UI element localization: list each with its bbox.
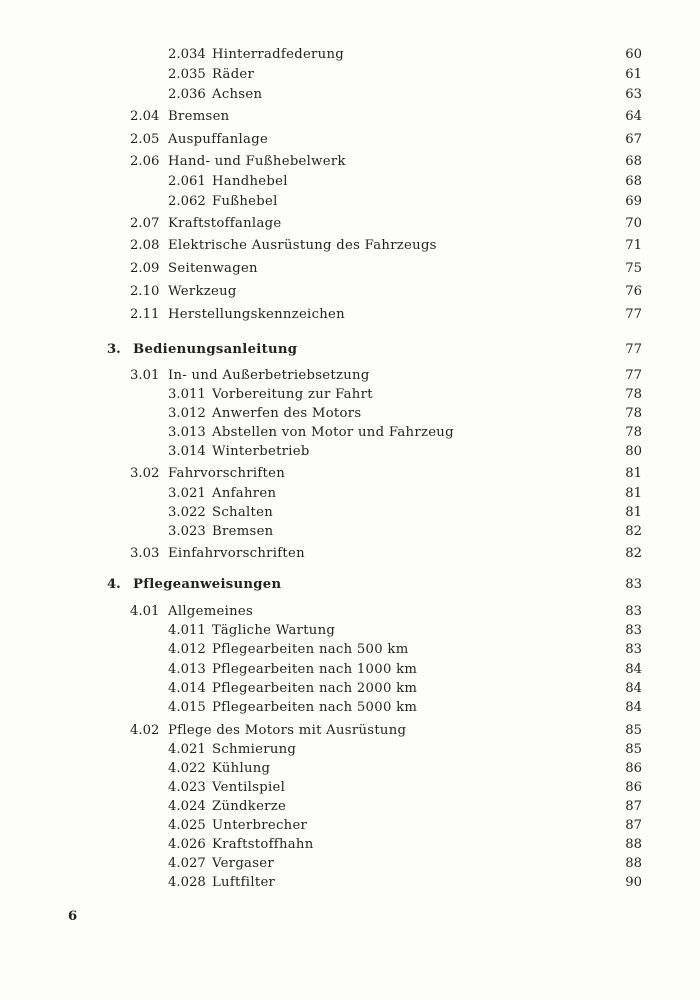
toc-entry (0, 173, 700, 191)
toc-entry-number: 4.023 (168, 780, 206, 795)
toc-entry-page: 68 (625, 154, 642, 169)
page-number: 6 (68, 909, 78, 924)
toc-entry (0, 108, 700, 126)
toc-entry (0, 237, 700, 255)
toc-entry (0, 443, 700, 461)
toc-entry-page: 81 (625, 505, 642, 520)
toc-entry-page: 85 (625, 723, 642, 738)
toc-entry-page: 68 (625, 174, 642, 189)
toc-entry-page: 86 (625, 761, 642, 776)
toc-entry-number: 2.11 (130, 307, 160, 322)
toc-entry-number: 2.06 (130, 154, 160, 169)
toc-entry (0, 465, 700, 483)
toc-entry (0, 680, 700, 698)
toc-entry-page: 86 (625, 780, 642, 795)
toc-entry (0, 341, 700, 359)
toc-entry-title: Vergaser (212, 856, 275, 871)
toc-entry-title: Achsen (212, 87, 263, 102)
toc-entry-number: 4.027 (168, 856, 206, 871)
toc-entry (0, 874, 700, 892)
toc-entry-page: 83 (625, 623, 642, 638)
toc-entry (0, 306, 700, 324)
toc-entry-number: 3.014 (168, 444, 206, 459)
toc-entry-title: Fußhebel (212, 194, 278, 209)
toc-entry-title: Pflegeanweisungen (133, 577, 282, 592)
toc-entry-title: Anwerfen des Motors (212, 406, 362, 421)
toc-entry-number: 3. (107, 342, 121, 357)
toc-entry-title: Winterbetrieb (212, 444, 310, 459)
toc-entry-page: 88 (625, 837, 642, 852)
toc-entry-title: Hand- und Fußhebelwerk (168, 154, 346, 169)
toc-entry-title: In- und Außerbetriebsetzung (168, 368, 370, 383)
toc-entry (0, 260, 700, 278)
toc-entry-number: 3.021 (168, 486, 206, 501)
toc-entry-page: 81 (625, 466, 642, 481)
toc-entry (0, 576, 700, 594)
toc-entry-title: Pflegearbeiten nach 2000 km (212, 681, 418, 696)
toc-entry-page: 83 (625, 604, 642, 619)
toc-entry-page: 69 (625, 194, 642, 209)
toc-entry-page: 70 (625, 216, 642, 231)
toc-entry-page: 84 (625, 662, 642, 677)
toc-entry-number: 4.022 (168, 761, 206, 776)
toc-entry-page: 77 (625, 342, 642, 357)
toc-entry-page: 82 (625, 524, 642, 539)
toc-entry (0, 817, 700, 835)
toc-entry-number: 3.013 (168, 425, 206, 440)
toc-entry-page: 78 (625, 425, 642, 440)
toc-entry-page: 77 (625, 368, 642, 383)
toc-entry (0, 622, 700, 640)
toc-entry-title: Zündkerze (212, 799, 287, 814)
toc-entry-title: Herstellungskennzeichen (168, 307, 345, 322)
toc-entry-number: 2.036 (168, 87, 206, 102)
toc-entry-number: 2.10 (130, 284, 160, 299)
toc-entry (0, 760, 700, 778)
toc-entry-number: 2.034 (168, 47, 206, 62)
toc-entry-number: 4.015 (168, 700, 206, 715)
toc-entry-title: Seitenwagen (168, 261, 258, 276)
toc-entry-title: Bremsen (168, 109, 230, 124)
toc-entry-page: 87 (625, 818, 642, 833)
toc-entry-number: 4.026 (168, 837, 206, 852)
toc-entry-number: 4.01 (130, 604, 160, 619)
toc-entry-number: 2.07 (130, 216, 160, 231)
toc-entry-title: Kraftstoffanlage (168, 216, 282, 231)
toc-entry (0, 798, 700, 816)
toc-entry-page: 81 (625, 486, 642, 501)
toc-entry-title: Hinterradfederung (212, 47, 344, 62)
toc-entry-page: 71 (625, 238, 642, 253)
toc-entry-number: 3.01 (130, 368, 160, 383)
toc-entry-page: 77 (625, 307, 642, 322)
toc-entry-page: 88 (625, 856, 642, 871)
toc-entry-number: 4.011 (168, 623, 206, 638)
toc-entry-title: Pflegearbeiten nach 5000 km (212, 700, 418, 715)
toc-entry-title: Einfahrvorschriften (168, 546, 305, 561)
toc-entry-title: Schalten (212, 505, 273, 520)
toc-entry (0, 545, 700, 563)
toc-entry (0, 386, 700, 404)
toc-entry-title: Kraftstoffhahn (212, 837, 314, 852)
toc-entry-number: 3.023 (168, 524, 206, 539)
toc-entry-title: Werkzeug (168, 284, 237, 299)
toc-entry-page: 64 (625, 109, 642, 124)
toc-entry (0, 504, 700, 522)
toc-entry-number: 4.02 (130, 723, 160, 738)
toc-entry-title: Kühlung (212, 761, 271, 776)
toc-entry-page: 63 (625, 87, 642, 102)
toc-entry-number: 3.03 (130, 546, 160, 561)
toc-entry-page: 83 (625, 577, 642, 592)
toc-entry-title: Handhebel (212, 174, 288, 189)
toc-entry (0, 741, 700, 759)
toc-entry-number: 3.022 (168, 505, 206, 520)
toc-entry (0, 699, 700, 717)
toc-entry (0, 661, 700, 679)
toc-entry (0, 215, 700, 233)
toc-entry-title: Unterbrecher (212, 818, 308, 833)
toc-entry-number: 2.035 (168, 67, 206, 82)
toc-entry-number: 4. (107, 577, 121, 592)
toc-entry-number: 4.025 (168, 818, 206, 833)
toc-entry-title: Ventilspiel (212, 780, 286, 795)
toc-entry-page: 80 (625, 444, 642, 459)
toc-entry-number: 2.062 (168, 194, 206, 209)
toc-entry-title: Bedienungsanleitung (133, 342, 298, 357)
toc-entry-title: Schmierung (212, 742, 297, 757)
toc-entry-number: 2.04 (130, 109, 160, 124)
toc-entry-number: 4.013 (168, 662, 206, 677)
toc-entry (0, 131, 700, 149)
toc-entry-page: 84 (625, 700, 642, 715)
toc-entry-number: 4.021 (168, 742, 206, 757)
toc-entry-page: 78 (625, 406, 642, 421)
toc-entry (0, 855, 700, 873)
toc-entry (0, 603, 700, 621)
toc-entry (0, 283, 700, 301)
toc-entry-number: 2.09 (130, 261, 160, 276)
toc-entry (0, 424, 700, 442)
toc-entry-page: 85 (625, 742, 642, 757)
toc-entry-number: 3.012 (168, 406, 206, 421)
toc-entry-title: Fahrvorschriften (168, 466, 286, 481)
toc-entry-number: 2.061 (168, 174, 206, 189)
toc-entry-number: 2.05 (130, 132, 160, 147)
toc-entry-title: Pflegearbeiten nach 500 km (212, 642, 409, 657)
toc-entry (0, 153, 700, 171)
toc-entry-page: 83 (625, 642, 642, 657)
toc-entry (0, 66, 700, 84)
toc-entry-number: 2.08 (130, 238, 160, 253)
toc-entry-page: 67 (625, 132, 642, 147)
toc-entry-title: Bremsen (212, 524, 274, 539)
toc-entry-title: Vorbereitung zur Fahrt (212, 387, 373, 402)
toc-entry-number: 4.012 (168, 642, 206, 657)
toc-entry-number: 3.011 (168, 387, 206, 402)
toc-entry (0, 46, 700, 64)
toc-entry-page: 87 (625, 799, 642, 814)
toc-entry-title: Anfahren (212, 486, 277, 501)
toc-entry-title: Auspuffanlage (168, 132, 269, 147)
toc-entry-page: 75 (625, 261, 642, 276)
toc-entry-page: 61 (625, 67, 642, 82)
toc-entry (0, 193, 700, 211)
toc-entry-title: Luftfilter (212, 875, 276, 890)
toc-entry (0, 405, 700, 423)
toc-entry-page: 76 (625, 284, 642, 299)
toc-entry-title: Pflegearbeiten nach 1000 km (212, 662, 418, 677)
toc-entry-page: 60 (625, 47, 642, 62)
toc-entry-page: 82 (625, 546, 642, 561)
toc-entry-title: Tägliche Wartung (212, 623, 336, 638)
toc-entry-title: Räder (212, 67, 255, 82)
toc-entry-page: 90 (625, 875, 642, 890)
toc-entry (0, 641, 700, 659)
toc-entry-title: Allgemeines (168, 604, 254, 619)
toc-entry (0, 779, 700, 797)
toc-entry (0, 722, 700, 740)
toc-entry-number: 4.024 (168, 799, 206, 814)
toc-entry-page: 78 (625, 387, 642, 402)
toc-entry-title: Abstellen von Motor und Fahrzeug (212, 425, 454, 440)
toc-entry-title: Elektrische Ausrüstung des Fahrzeugs (168, 238, 437, 253)
toc-entry-number: 4.014 (168, 681, 206, 696)
toc-entry-title: Pflege des Motors mit Ausrüstung (168, 723, 407, 738)
toc-entry (0, 86, 700, 104)
toc-entry (0, 485, 700, 503)
toc-entry (0, 367, 700, 385)
toc-entry-page: 84 (625, 681, 642, 696)
toc-entry (0, 523, 700, 541)
toc-entry-number: 3.02 (130, 466, 160, 481)
toc-entry-number: 4.028 (168, 875, 206, 890)
toc-entry (0, 836, 700, 854)
